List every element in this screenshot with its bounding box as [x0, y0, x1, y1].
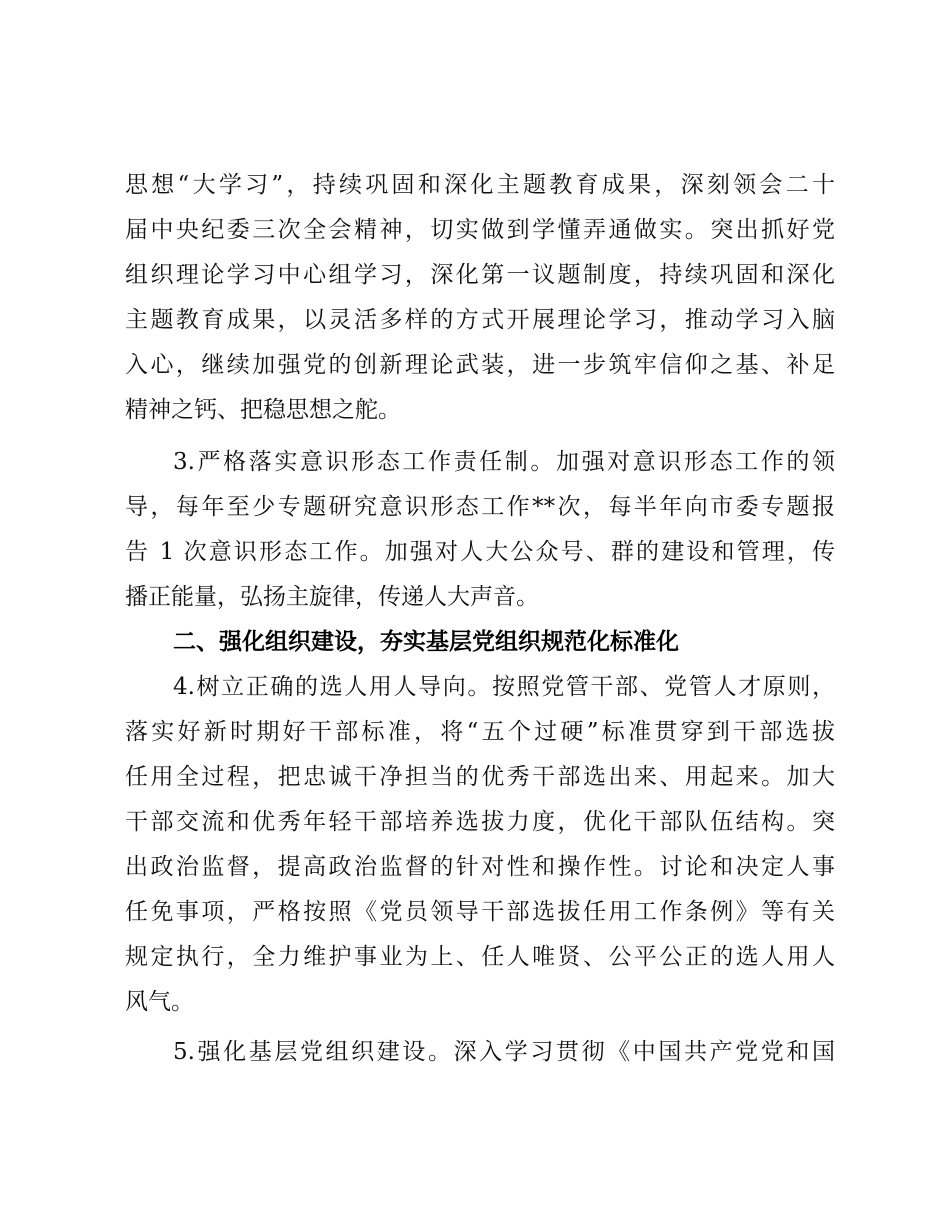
text-line: 出政治监督，提高政治监督的针对性和操作性。讨论和决定人事 — [125, 854, 835, 880]
text-line: 规定执行，全力维护事业为上、任人唯贤、公平公正的选人用人 — [125, 944, 835, 970]
text-line: 入心，继续加强党的创新理论武装，进一步筑牢信仰之基、补足 — [125, 352, 835, 378]
text-line: 告 1 次意识形态工作。加强对人大公众号、群的建设和管理，传 — [125, 539, 835, 565]
text-line: 任免事项，严格按照《党员领导干部选拔任用工作条例》等有关 — [125, 899, 835, 925]
text-line: 风气。 — [125, 989, 194, 1015]
text-line: 播正能量，弘扬主旋律，传递人大声音。 — [125, 584, 539, 610]
text-line: 届中央纪委三次全会精神，切实做到学懂弄通做实。突出抓好党 — [125, 217, 835, 243]
paragraph-3-first-line: 3.严格落实意识形态工作责任制。加强对意识形态工作的领 — [173, 449, 835, 475]
paragraph-5-first-line: 5.强化基层党组织建设。深入学习贯彻《中国共产党党和国 — [173, 1039, 835, 1065]
text-line: 落实好新时期好干部标准，将“五个过硬”标准贯穿到干部选拔 — [125, 719, 835, 745]
text-line: 思想“大学习”，持续巩固和深化主题教育成果，深刻领会二十 — [125, 172, 835, 198]
section-heading: 二、强化组织建设，夯实基层党组织规范化标准化 — [173, 629, 679, 655]
text-line: 导，每年至少专题研究意识形态工作**次，每半年向市委专题报 — [125, 494, 835, 520]
text-line: 精神之钙、把稳思想之舵。 — [125, 397, 401, 423]
text-line: 主题教育成果，以灵活多样的方式开展理论学习，推动学习入脑 — [125, 307, 835, 333]
text-line: 干部交流和优秀年轻干部培养选拔力度，优化干部队伍结构。突 — [125, 809, 835, 835]
text-line: 组织理论学习中心组学习，深化第一议题制度，持续巩固和深化 — [125, 262, 835, 288]
paragraph-4-first-line: 4.树立正确的选人用人导向。按照党管干部、党管人才原则， — [173, 674, 835, 700]
text-line: 任用全过程，把忠诚干净担当的优秀干部选出来、用起来。加大 — [125, 764, 835, 790]
